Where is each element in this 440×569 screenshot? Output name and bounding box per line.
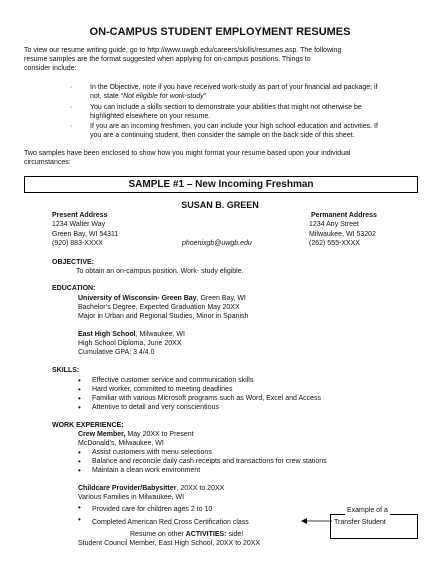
bullet-dot-icon: • bbox=[78, 515, 81, 524]
bullet-dot-icon: • bbox=[78, 385, 81, 394]
bullet-dot-icon: • bbox=[78, 394, 81, 403]
bullet-dot-icon: · bbox=[70, 123, 73, 130]
present-city: Green Bay, WI 54311 bbox=[52, 231, 119, 238]
bullet-dot-icon: • bbox=[78, 376, 81, 385]
bullet-dot-icon: · bbox=[70, 104, 73, 111]
job-2-title-line: Childcare Provider/Babysitter, 20XX to 20XX bbox=[78, 485, 225, 492]
skill-item: Hard worker, committed to meeting deadlines bbox=[92, 386, 233, 393]
job-1-item: Assist customers with menu selections bbox=[92, 449, 212, 456]
tip-1-line-1: In the Objective, note if you have received work-study as part of your financial aid package; if bbox=[90, 84, 378, 91]
tip-2-line-2: highlighted elsewhere on your resume. bbox=[90, 113, 211, 120]
email-text: phoenixgb@uwgb.edu bbox=[182, 240, 252, 247]
school-1-line: University of Wisconsin- Green Bay, Green Bay, WI bbox=[78, 295, 246, 302]
permanent-street: 1234 Any Street bbox=[309, 221, 359, 228]
school-2-detail: High School Diploma, June 20XX bbox=[78, 340, 182, 347]
samples-note-line-2: circumstances: bbox=[24, 159, 71, 166]
job-1-org: McDonald’s, Milwaukee, WI bbox=[78, 440, 164, 447]
present-address-label: Present Address bbox=[52, 212, 108, 219]
school-1-detail: Bachelor’s Degree, Expected Graduation May 20XX bbox=[78, 304, 240, 311]
tip-3-line-1: If you are an incoming freshmen, you can include your high school education and activities. If bbox=[90, 123, 378, 130]
school-2-detail: Cumulative GPA: 3.4/4.0 bbox=[78, 349, 155, 356]
permanent-address-label: Permanent Address bbox=[311, 212, 377, 219]
arrow-left-icon bbox=[300, 516, 334, 526]
job-1-title-line: Crew Member, May 20XX to Present bbox=[78, 431, 194, 438]
intro-line-3: consider include: bbox=[24, 65, 77, 72]
bullet-dot-icon: • bbox=[78, 503, 81, 512]
bullet-dot-icon: · bbox=[70, 84, 73, 91]
education-heading: EDUCATION: bbox=[52, 285, 96, 292]
bullet-dot-icon: • bbox=[78, 448, 81, 457]
bullet-dot-icon: • bbox=[78, 466, 81, 475]
job-1-item: Maintain a clean work environment bbox=[92, 467, 201, 474]
bullet-dot-icon: • bbox=[78, 457, 81, 466]
bullet-dot-icon: • bbox=[78, 403, 81, 412]
skill-item: Familiar with various Microsoft programs such as Word, Excel and Access bbox=[92, 395, 322, 402]
tip-3-line-2: you are a continuing student, then consider the sample on the back side of this sheet. bbox=[90, 132, 355, 139]
objective-text: To obtain an on-campus position. Work- study eligible. bbox=[76, 268, 244, 275]
sample-header: SAMPLE #1 – New Incoming Freshman bbox=[24, 176, 418, 193]
activities-line: Resume on other ACTIVITIES: side! bbox=[130, 531, 244, 538]
intro-line-1: To view our resume writing guide, go to http://www.uwgb.edu/careers/skills/resumes.asp. The following bbox=[24, 47, 342, 54]
tip-2-line-1: You can include a skills section to demonstrate your abilities that might not otherwise be bbox=[90, 104, 362, 111]
callout-label: Example of a bbox=[347, 507, 388, 514]
job-1-item: Balance and reconcile daily cash receipts and transactions for crew stations bbox=[92, 458, 327, 465]
permanent-phone: (262) 555-XXXX bbox=[309, 240, 360, 247]
page-title: ON-CAMPUS STUDENT EMPLOYMENT RESUMES bbox=[89, 26, 351, 38]
callout-label: Transfer Student bbox=[334, 519, 386, 526]
skills-heading: SKILLS: bbox=[52, 367, 80, 374]
job-2-item: Completed American Red Cross Certification class bbox=[92, 519, 249, 526]
samples-note-line-1: Two samples have been enclosed to show how you might format your resume based upon your individual bbox=[24, 150, 351, 157]
school-1-detail: Major in Urban and Regional Studies, Minor in Spanish bbox=[78, 313, 249, 320]
intro-line-2: resume samples are the format suggested when applying for on-campus positions. Things to bbox=[24, 56, 311, 63]
skill-item: Effective customer service and communication skills bbox=[92, 377, 254, 384]
tip-1-line-2: not, state “Not eligible for work-study” bbox=[90, 93, 206, 100]
job-2-item: Provided care for children ages 2 to 10 bbox=[92, 506, 213, 513]
work-heading: WORK EXPERIENCE: bbox=[52, 422, 124, 429]
job-2-org: Various Families in Milwaukee, WI bbox=[78, 494, 185, 501]
present-street: 1234 Walter Way bbox=[52, 221, 106, 228]
permanent-city: Milwaukee, WI 53202 bbox=[309, 231, 376, 238]
activity-item: Student Council Member, East High School, 20XX to 20XX bbox=[78, 540, 261, 547]
present-phone: (920) 883-XXXX bbox=[52, 240, 103, 247]
skill-item: Attentive to detail and very conscientious bbox=[92, 404, 219, 411]
school-2-line: East High School, Milwaukee, WI bbox=[78, 331, 185, 338]
resume-name: SUSAN B. GREEN bbox=[181, 200, 259, 210]
objective-heading: OBJECTIVE: bbox=[52, 259, 95, 266]
